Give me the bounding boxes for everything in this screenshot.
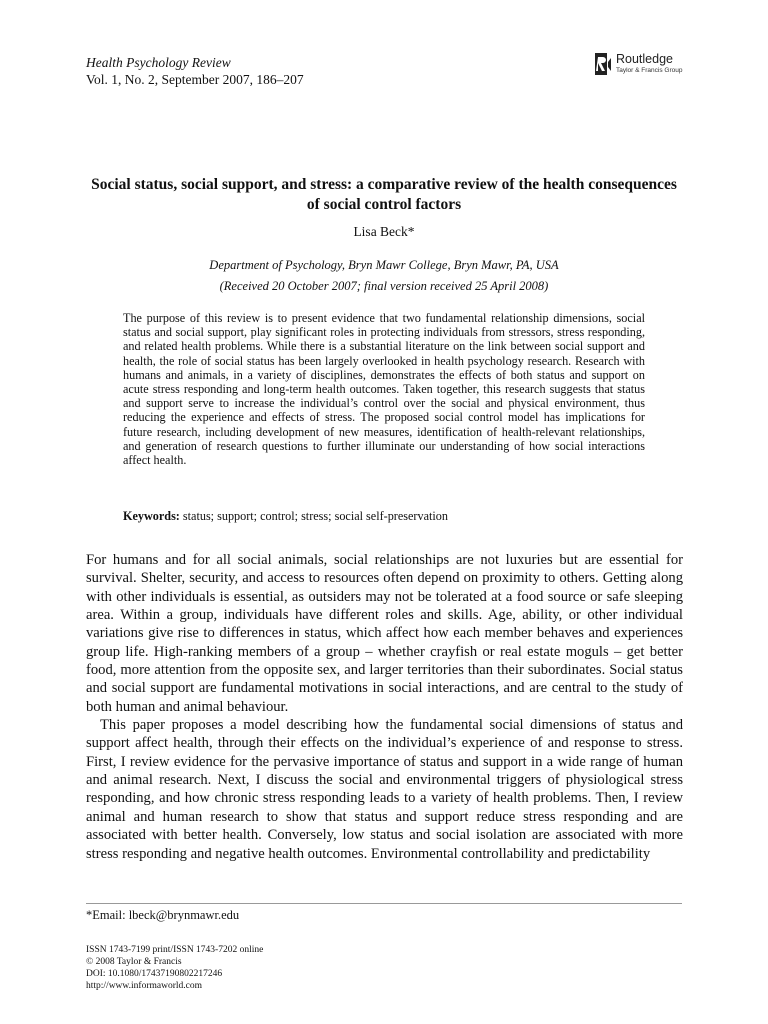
paper-title: Social status, social support, and stress: a comparative review of the health consequences of social control factors [91, 176, 677, 213]
copyright: © 2008 Taylor & Francis [86, 957, 182, 967]
publisher-url[interactable]: http://www.informaworld.com [86, 981, 203, 991]
body-paragraph-1: For humans and for all social animals, social relationships are not luxuries but are essential for survival. Shelter, security, and access to resources often depend on proximity to others. Getting along with other individuals is essential, as outsiders may not be tolerated at a food source or safe sleeping area. Within a group, individuals have different roles and skills. Age, ability, or other individual variations give rise to differences in status, which affect how each member behaves and experiences group life. High-ranking members of a group – whether crayfish or real estate moguls – get better food, more attention from the opposite sex, and larger territories than their subordinates. Social status and social support are fundamental motivations in social interactions, and are central to the study of both human and animal behaviour. [86, 552, 683, 715]
keywords-text: status; support; control; stress; social self-preservation [179, 509, 448, 523]
doi: DOI: 10.1080/17437190802217246 [86, 969, 223, 979]
publisher-logo [594, 52, 682, 76]
affiliation: Department of Psychology, Bryn Mawr College, Bryn Mawr, PA, USA [209, 258, 559, 272]
received-dates: (Received 20 October 2007; final version received 25 April 2008) [219, 279, 549, 293]
author: Lisa Beck* [353, 224, 415, 239]
body-paragraph-2: This paper proposes a model describing how the fundamental social dimensions of status and support affect health, through their effects on the individual’s experience of and response to stress. First, I review evidence for the pervasive importance of status and support in a wide range of human and animal research. Next, I discuss the social and environmental triggers of physiological stress responding, and how chronic stress responding leads to a variety of health problems. Then, I review animal and human research to show that status and support reduce stress responding and are associated with better health. Conversely, low status and social isolation are associated with more stress responding and negative health outcomes. Environmental controllability and predictability [86, 717, 683, 862]
abstract-text: The purpose of this review is to present evidence that two fundamental relationship dimensions, social status and social support, play significant roles in protecting individuals from stressors, stress responding, and related health problems. While there is a substantial literature on the link between social support and health, the role of social status has been largely overlooked in health psychology research. Research with humans and animals, in a variety of disciplines, demonstrates the effects of both status and support on acute stress responding and long-term health outcomes. Taken together, this research suggests that status and support serve to increase the individual’s control over the social and physical environment, thus reducing the experience and effects of stress. The proposed social control model has implications for future research, including development of new measures, identification of health-relevant relationships, and generation of research questions to further illuminate our understanding of how social interactions affect health. [123, 311, 645, 468]
journal-header [86, 54, 304, 88]
footnote-divider [86, 903, 682, 904]
journal-name: Health Psychology Review [86, 55, 231, 70]
publisher-group: Taylor & Francis Group [616, 67, 683, 74]
routledge-logo-icon [594, 52, 612, 76]
volume-info: Vol. 1, No. 2, September 2007, 186–207 [86, 72, 304, 87]
body-text [86, 551, 683, 863]
keywords-label: Keywords: [123, 509, 180, 523]
issn: ISSN 1743-7199 print/ISSN 1743-7202 online [86, 945, 264, 955]
abstract [123, 311, 645, 467]
publication-info [86, 944, 263, 992]
publisher-name: Routledge [616, 52, 673, 66]
author-email-footnote: *Email: lbeck@brynmawr.edu [86, 908, 240, 922]
keywords [123, 509, 645, 524]
